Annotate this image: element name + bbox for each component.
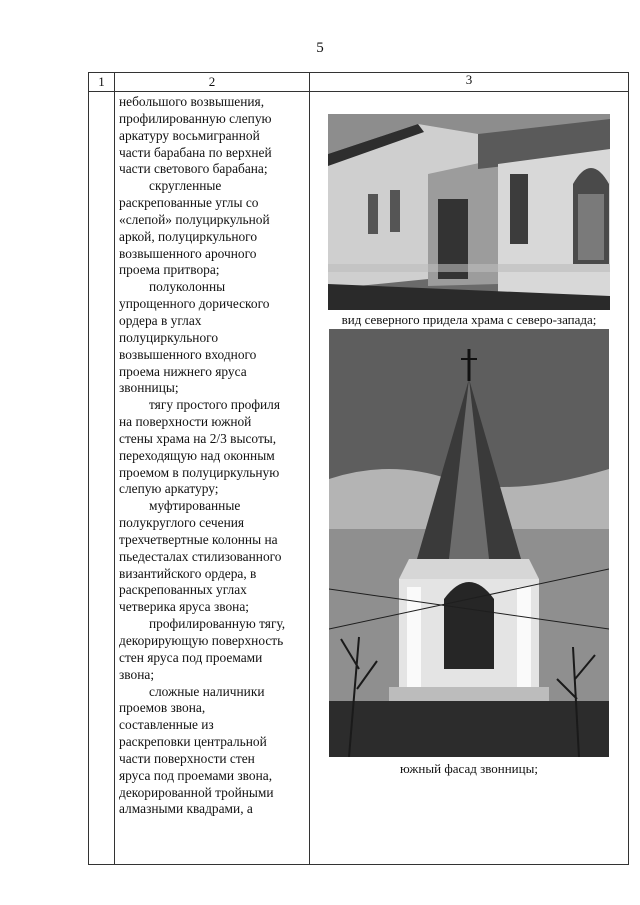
paragraph-5 — [119, 498, 306, 616]
text-line: звона; — [119, 666, 155, 682]
text-line: декорированной тройными — [119, 784, 274, 800]
text-line: профилированную слепую — [119, 110, 272, 126]
text-line: пьедесталах стилизованного — [119, 548, 282, 564]
text-line: раскрепованные углы со — [119, 195, 259, 211]
text-line: проема притвора; — [119, 262, 220, 278]
text-line: проемом в полуциркульную — [119, 464, 280, 480]
text-line: аркой, полуциркульного — [119, 228, 258, 244]
paragraph-7 — [119, 684, 306, 819]
text-line: яруса под проемами звона, — [119, 767, 273, 783]
text-line: ордера в углах — [119, 312, 202, 328]
text-line: сложные наличники — [149, 683, 265, 699]
text-line: «слепой» полуциркульной — [119, 211, 270, 227]
text-line: раскреповки центральной — [119, 734, 267, 750]
photo-cell — [310, 92, 629, 865]
paragraph-3 — [119, 279, 306, 397]
text-line: стен яруса под проемами — [119, 649, 263, 665]
text-line: переходящую над оконным — [119, 447, 275, 463]
text-line: слепую аркатуру; — [119, 481, 219, 497]
text-line: византийского ордера, в — [119, 565, 257, 581]
paragraph-4 — [119, 397, 306, 498]
text-line: скругленные — [149, 178, 222, 194]
text-line: проемов звона, — [119, 700, 206, 716]
paragraph-6 — [119, 616, 306, 683]
text-line: возвышенного арочного — [119, 245, 257, 261]
text-line: возвышенного входного — [119, 346, 257, 362]
table-header-row — [89, 73, 629, 92]
text-line: профилированную тягу, — [149, 616, 286, 632]
page-number: 5 — [316, 40, 324, 56]
table-body-row — [89, 92, 629, 865]
text-line: составленные из — [119, 717, 214, 733]
text-line: муфтированные — [149, 498, 241, 514]
north-chapel-image — [328, 114, 610, 310]
photo-north-chapel — [328, 114, 610, 310]
description-text-cell — [115, 92, 310, 865]
paragraph-1 — [119, 94, 306, 178]
paragraph-2 — [119, 178, 306, 279]
text-line: декорирующую поверхность — [119, 633, 284, 648]
text-line: трехчетвертные колонны на — [119, 531, 278, 547]
column-header-3: 3 — [310, 73, 629, 92]
text-line: части барабана по верхней — [119, 144, 272, 160]
photo-bell-tower — [329, 329, 609, 757]
column-header-1: 1 — [89, 73, 115, 92]
number-cell — [89, 92, 115, 865]
photo-caption-1: вид северного придела храма с северо-запада; — [341, 312, 597, 327]
text-line: на поверхности южной — [119, 414, 252, 430]
text-line: небольшого возвышения, — [119, 94, 265, 109]
text-line: тягу простого профиля — [149, 397, 281, 413]
text-line: четверика яруса звона; — [119, 599, 249, 615]
text-line: проема нижнего яруса — [119, 363, 247, 379]
column-header-2: 2 — [115, 73, 310, 92]
text-line: упрощенного дорического — [119, 296, 270, 312]
text-line: полукруглого сечения — [119, 515, 245, 531]
text-line: раскрепованных углах — [119, 582, 247, 598]
photo-caption-2: южный фасад звонницы; — [400, 761, 538, 776]
text-line: части поверхности стен — [119, 750, 255, 766]
text-line: части светового барабана; — [119, 161, 268, 177]
bell-tower-image — [329, 329, 609, 757]
description-table — [88, 72, 629, 865]
text-line: полуколонны — [149, 279, 226, 295]
text-line: аркатуру восьмигранной — [119, 127, 260, 143]
text-line: алмазными квадрами, а — [119, 801, 253, 817]
text-line: полуциркульного — [119, 329, 219, 345]
text-line: стены храма на 2/3 высоты, — [119, 430, 277, 446]
text-line: звонницы; — [119, 380, 179, 396]
